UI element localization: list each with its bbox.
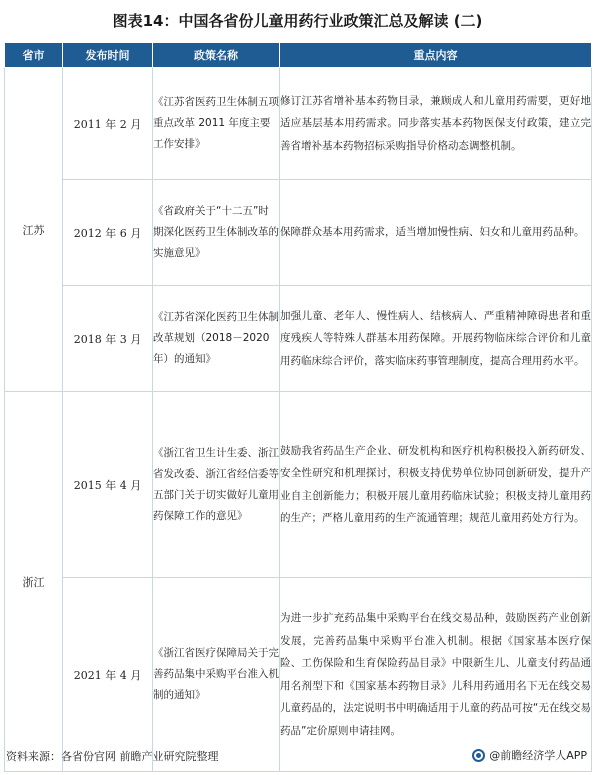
brand-logo-icon [472, 749, 485, 762]
policy-table [4, 42, 592, 772]
policy-name-cell: 《江苏省深化医药卫生体制改革规划（2018－2020 年）的通知》 [153, 286, 280, 392]
key-content-cell: 加强儿童、老年人、慢性病人、结核病人、严重精神障碍患者和重度残疾人等特殊人群基本用药保障。开展药物临床综合评价和儿童用药临床综合评价，落实临床药事管理制度，提高合理用药水平。 [280, 286, 592, 392]
header-policy-name: 政策名称 [153, 43, 280, 68]
province-cell: 江苏 [5, 68, 63, 392]
key-content-cell: 保障群众基本用药需求，适当增加慢性病、妇女和儿童用药品种。 [280, 180, 592, 286]
policy-name-cell: 《江苏省医药卫生体制五项重点改革 2011 年度主要工作安排》 [153, 68, 280, 180]
header-key-content: 重点内容 [280, 43, 592, 68]
table-row [5, 392, 592, 578]
footer [0, 744, 595, 770]
header-province: 省市 [5, 43, 63, 68]
header-date: 发布时间 [63, 43, 153, 68]
table-row [5, 286, 592, 392]
date-cell: 2018 年 3 月 [63, 286, 153, 392]
source-note: 资料来源：各省份官网 前瞻产业研究院整理 [6, 750, 219, 763]
chart-title: 图表14：中国各省份儿童用药行业政策汇总及解读 (二) [112, 12, 483, 30]
table-header-row [5, 43, 592, 68]
province-cell: 浙江 [5, 392, 63, 772]
date-cell: 2012 年 6 月 [63, 180, 153, 286]
brand-text: @前瞻经济学人APP [489, 749, 587, 762]
table-row [5, 180, 592, 286]
date-cell: 2015 年 4 月 [63, 392, 153, 578]
brand-credit [472, 747, 587, 763]
key-content-cell: 修订江苏省增补基本药物目录，兼顾成人和儿童用药需要，更好地适应基层基本用药需求。同步落实基本药物医保支付政策，建立完善省增补基本药物招标采购指导价格动态调整机制。 [280, 68, 592, 180]
key-content-cell: 为进一步扩充药品集中采购平台在线交易品种，鼓励医药产业创新发展，完善药品集中采购平台准入机制。根据《国家基本医疗保险、工伤保险和生育保险药品目录》中限新生儿、儿童支付药品通用名剂型下和《国家基本药物目录》儿科用药通用名下无在线交易儿童药品的，法定说明书中明确适用于儿童的药品可按“无在线交易药品”定价原则申请挂网。 [280, 578, 592, 772]
date-cell: 2011 年 2 月 [63, 68, 153, 180]
policy-name-cell: 《省政府关于“十二五”时期深化医药卫生体制改革的实施意见》 [153, 180, 280, 286]
policy-name-cell: 《浙江省医疗保障局关于完善药品集中采购平台准入机制的通知》 [153, 578, 280, 772]
date-cell: 2021 年 4 月 [63, 578, 153, 772]
policy-name-cell: 《浙江省卫生计生委、浙江省发改委、浙江省经信委等五部门关于切实做好儿童用药保障工作的意见》 [153, 392, 280, 578]
table-row [5, 578, 592, 772]
key-content-cell: 鼓励我省药品生产企业、研发机构和医疗机构积极投入新药研发、安全性研究和机理探讨，积极支持优势单位协同创新研发，提升产业自主创新能力；积极开展儿童用药临床试验；积极支持儿童用药的生产；严格儿童用药的生产流通管理；规范儿童用药处方行为。 [280, 392, 592, 578]
table-row [5, 68, 592, 180]
